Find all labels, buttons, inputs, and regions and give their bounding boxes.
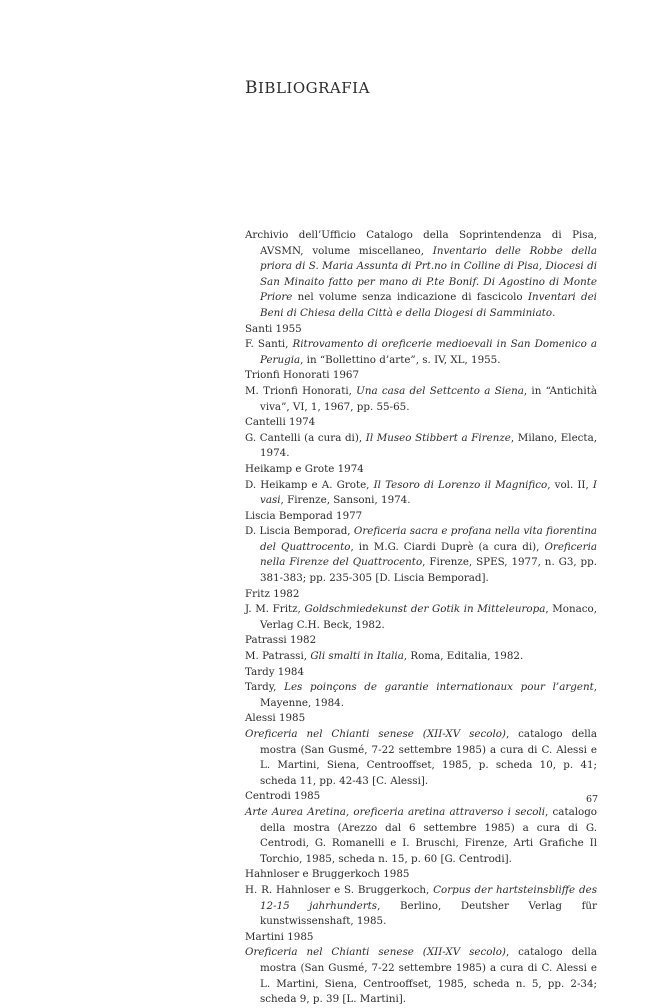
citation-text: , catalogo della mostra (Arezzo dal 6 settembre 1985) a cura di G. Centrodi, G. Romanelli e I. Bruschi, Firenze, Arti Grafiche Il Torchio, 1985, scheda n. 15, p. 60 [G. Centrodi]. [260,805,598,865]
citation-text: Archivio dell’Ufficio Catalogo della Soprintendenza di Pisa, AVSMN, volume miscellaneo, [245,229,597,257]
entry-citation [245,384,597,415]
title-initial: B [245,78,258,98]
page-title [245,78,370,98]
citation-text: , in M.G. Ciardi Duprè (a cura di), [350,540,545,553]
citation-title: Inventari dei Beni di Chiesa della Città e della Diogesi di Samminiato [260,291,597,319]
entry-heading: Hahnloser e Bruggerkoch 1985 [245,868,410,881]
entry-heading: Martini 1985 [245,930,314,943]
entry-citation [245,805,597,867]
citation-text: , catalogo della mostra (San Gusmé, 7-22 settembre 1985) a cura di C. Alessi e L. Martini, Siena, Centrooffset, 1985, scheda n. 5, pp. 2-34; scheda 9, p. 39 [L. Martini]. [260,946,597,1006]
citation-title: Corpus der hartsteinsbliffe des 12-15 jahrhunderts [260,883,597,912]
entry-heading: Santi 1955 [245,322,302,335]
entry-citation [245,524,597,586]
citation-text: , Monaco, Verlag C.H. Beck, 1982. [260,603,597,631]
citation-text: , Roma, Editalia, 1982. [403,650,524,663]
citation-text: H. R. Hahnloser e S. Bruggerkoch, [245,883,434,896]
entry-citation [245,431,597,462]
entry-citation [245,228,597,322]
entry-heading: Liscia Bemporad 1977 [245,509,363,522]
citation-title: Les poinçons de garantie internationaux pour l’argent [284,681,594,694]
entry-heading: Patrassi 1982 [245,634,317,647]
citation-title: Il Museo Stibbert a Firenze [365,431,511,444]
citation-text: , Firenze, Sansoni, 1974. [280,494,411,507]
citation-title: Una casa del Settcento a Siena [356,384,524,397]
entry-heading: Fritz 1982 [245,587,300,600]
citation-text: , in “Bollettino d’arte”, s. IV, XL, 1955. [300,353,501,366]
entry-citation [245,649,597,665]
entry-heading: Heikamp e Grote 1974 [245,462,364,475]
citation-title: Oreficeria nella Firenze del Quattrocento [260,540,598,569]
entry-citation [245,602,597,633]
citation-text: , Firenze, SPES, 1977, n. G3, pp. 381-383; pp. 235-305 [D. Liscia Bemporad]. [260,556,597,585]
entry-citation [245,337,597,368]
citation-text: J. M. Fritz, [245,603,305,616]
entry-citation [245,883,597,930]
title-rest: IBLIOGRAFIA [258,79,370,97]
entry-citation [245,680,597,711]
citation-text: , in “Antichità viva”, VI, 1, 1967, pp. 55-65. [260,384,597,413]
citation-text: , catalogo della mostra (San Gusmé, 7-22 settembre 1985) a cura di C. Alessi e L. Martini, Siena, Centrooffset, 1985, p. scheda 10, p. 41; scheda 11, pp. 42-43 [C. Alessi]. [260,728,597,787]
citation-text: , Berlino, Deutsher Verlag für kunstwissenshaft, 1985. [260,899,597,928]
entry-heading: Tardy 1984 [245,665,305,678]
citation-text: , vol. II, [547,478,593,491]
entry-citation [245,727,597,789]
page-number: 67 [586,794,599,805]
citation-title: Goldschmiedekunst der Gotik in Mitteleuropa [304,603,546,616]
citation-title: Oreficeria nel Chianti senese (XII-XV secolo) [245,946,506,959]
citation-text: G. Cantelli (a cura di), [245,431,366,444]
entry-citation [245,945,597,1007]
citation-text: F. Santi, [245,338,293,351]
citation-title: Ritrovamento di oreficerie medioevali in San Domenico a Perugia [260,338,597,366]
citation-text: , Milano, Electa, 1974. [260,431,597,460]
citation-text: Tardy, [245,681,285,694]
entry-heading: Cantelli 1974 [245,416,316,429]
entry-heading: Trionfi Honorati 1967 [245,369,360,382]
citation-title: Oreficeria sacra e profana nella vita fiorentina del Quattrocento [260,525,597,553]
citation-title: I vasi [260,478,597,507]
bibliography-list [245,228,597,1008]
citation-text: nel volume senza indicazione di fascicolo [292,291,528,304]
citation-text: M. Trionfi Honorati, [245,384,357,397]
citation-title: Inventario delle Robbe della priora di S. Maria Assunta di Prt.no in Colline di Pisa, Diocesi di San Minaito fatto per mano di P.te Bonif. Di Agostino di Monte Priore [260,244,597,304]
citation-text: D. Liscia Bemporad, [245,525,354,538]
citation-title: Arte Aurea Aretina, oreficeria aretina attraverso i secoli [245,805,546,818]
citation-text: . [552,306,556,319]
citation-title: Gli smalti in Italia [310,650,404,663]
citation-text: M. Patrassi, [245,650,311,663]
entry-heading: Alessi 1985 [245,712,306,725]
citation-title: Oreficeria nel Chianti senese (XII-XV secolo) [245,728,506,740]
citation-title: Il Tesoro di Lorenzo il Magnifico [373,478,548,491]
entry-citation [245,478,597,509]
entry-heading: Centrodi 1985 [245,790,321,803]
citation-text: , Mayenne, 1984. [260,681,598,709]
citation-text: D. Heikamp e A. Grote, [245,478,374,491]
